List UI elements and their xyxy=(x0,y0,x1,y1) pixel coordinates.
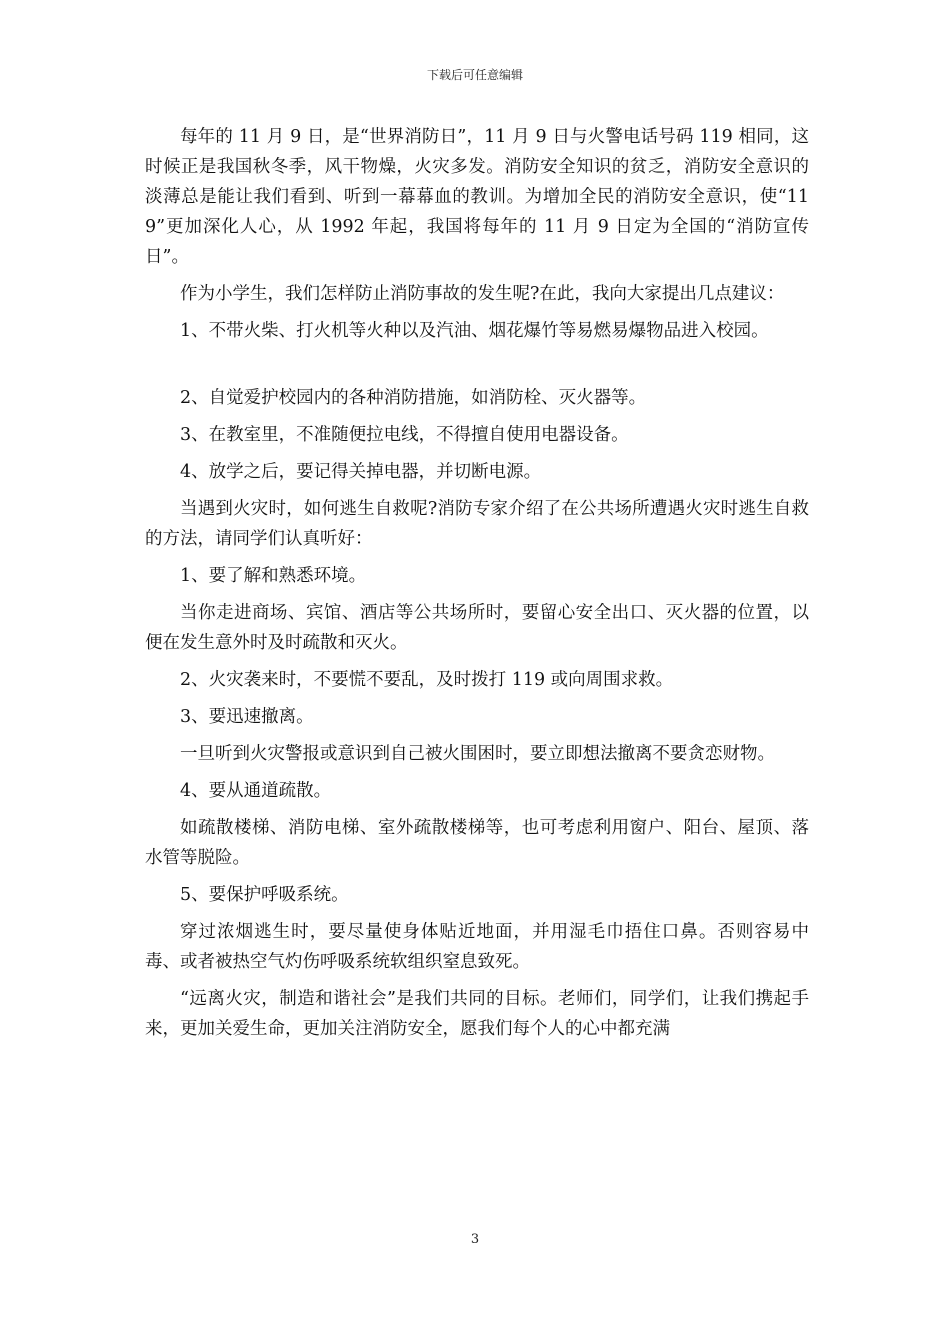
list-item-escape-1: 1、要了解和熟悉环境。 xyxy=(180,566,367,586)
list-item-suggestion-2: 2、自觉爱护校园内的各种消防措施，如消防栓、灭火器等。 xyxy=(180,388,647,408)
list-item-escape-3: 3、要迅速撤离。 xyxy=(180,707,314,727)
list-item-suggestion-3: 3、在教室里，不准随便拉电线，不得擅自使用电器设备。 xyxy=(180,425,629,445)
paragraph-closing: “远离火灾，制造和谐社会”是我们共同的目标。老师们，同学们，让我们携起手来，更加关爱生命，更加关注消防安全，愿我们每个人的心中都充满 xyxy=(145,989,809,1039)
paragraph-escape-1-detail: 当你走进商场、宾馆、酒店等公共场所时，要留心安全出口、灭火器的位置，以便在发生意外时及时疏散和灭火。 xyxy=(145,603,809,653)
list-item-suggestion-1: 1、不带火柴、打火机等火种以及汽油、烟花爆竹等易燃易爆物品进入校园。 xyxy=(180,321,769,341)
paragraph-escape-3-detail: 一旦听到火灾警报或意识到自己被火围困时，要立即想法撤离不要贪恋财物。 xyxy=(180,744,775,764)
list-item-escape-5: 5、要保护呼吸系统。 xyxy=(180,885,349,905)
paragraph-intro: 每年的 11 月 9 日，是“世界消防日”，11 月 9 日与火警电话号码 119 相同，这时候正是我国秋冬季，风干物燥，火灾多发。消防安全知识的贫乏，消防安全意识的淡薄总是能让我们看到、听到一幕幕血的教训。为增加全民的消防安全意识，使“119”更加深化人心，从 1992 年起，我国将每年的 11 月 9 日定为全国的“消防宣传日”。 xyxy=(145,127,809,267)
paragraph-suggestions-intro: 作为小学生，我们怎样防止消防事故的发生呢?在此，我向大家提出几点建议： xyxy=(180,284,785,304)
list-item-escape-2: 2、火灾袭来时，不要慌不要乱，及时拨打 119 或向周围求救。 xyxy=(180,670,674,690)
page-number: 3 xyxy=(470,1232,480,1247)
page-header: 下载后可任意编辑 xyxy=(426,68,523,82)
document-body xyxy=(145,122,809,1051)
paragraph-escape-4-detail: 如疏散楼梯、消防电梯、室外疏散楼梯等，也可考虑利用窗户、阳台、屋顶、落水管等脱险。 xyxy=(145,818,809,868)
paragraph-escape-5-detail: 穿过浓烟逃生时，要尽量使身体贴近地面，并用湿毛巾捂住口鼻。否则容易中毒、或者被热空气灼伤呼吸系统软组织窒息致死。 xyxy=(145,922,809,972)
list-item-escape-4: 4、要从通道疏散。 xyxy=(180,781,332,801)
paragraph-escape-intro: 当遇到火灾时，如何逃生自救呢?消防专家介绍了在公共场所遭遇火灾时逃生自救的方法，请同学们认真听好： xyxy=(145,499,809,549)
list-item-suggestion-4: 4、放学之后，要记得关掉电器，并切断电源。 xyxy=(180,462,542,482)
